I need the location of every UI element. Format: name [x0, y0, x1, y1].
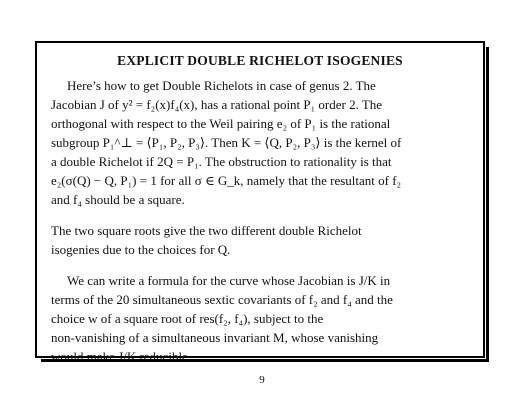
paragraph-1-line-7: and f₄ should be a square.: [51, 192, 185, 207]
paragraph-3-line-4: non-vanishing of a simultaneous invariant M, whose vanishing: [51, 330, 379, 345]
page-number: 9: [259, 374, 265, 386]
paragraph-1: [51, 76, 469, 209]
slide-content: [51, 51, 469, 378]
paragraph-3-line-3: choice w of a square root of res(f₂, f₄), subject to the: [51, 311, 324, 326]
paragraph-1-line-4: subgroup P₁^⊥ = ⟨P₁, P₂, P₃⟩. Then K = ⟨Q, P₂, P₃⟩ is the kernel of: [51, 135, 402, 150]
paragraph-3-line-2: terms of the 20 simultaneous sextic covariants of f₂ and f₄ and the: [51, 292, 393, 307]
paragraph-1-line-6: e₂(σ(Q) − Q, P₁) = 1 for all σ ∈ G_k, namely that the resultant of f₂: [51, 173, 402, 188]
slide-frame: [35, 41, 485, 364]
paragraph-1-line-2: Jacobian J of y² = f₂(x)f₄(x), has a rational point P₁ order 2. The: [51, 97, 383, 112]
paragraph-1-line-1: Here’s how to get Double Richelots in case of genus 2. The: [67, 78, 376, 93]
paragraph-1-line-5: a double Richelot if 2Q = P₁. The obstruction to rationality is that: [51, 154, 392, 169]
paragraph-2: [51, 221, 469, 259]
paragraph-3-line-1: We can write a formula for the curve whose Jacobian is J/K in: [67, 273, 391, 288]
paragraph-2-line-2: isogenies due to the choices for Q.: [51, 242, 231, 257]
paragraph-2-line-1: The two square roots give the two different double Richelot: [51, 223, 362, 238]
slide-title: EXPLICIT DOUBLE RICHELOT ISOGENIES: [117, 53, 403, 68]
paragraph-1-line-3: orthogonal with respect to the Weil pairing e₂ of P₁ is the rational: [51, 116, 391, 131]
paragraph-3: [51, 271, 469, 366]
paragraph-3-line-5: would make J/K reducible.: [51, 349, 192, 364]
